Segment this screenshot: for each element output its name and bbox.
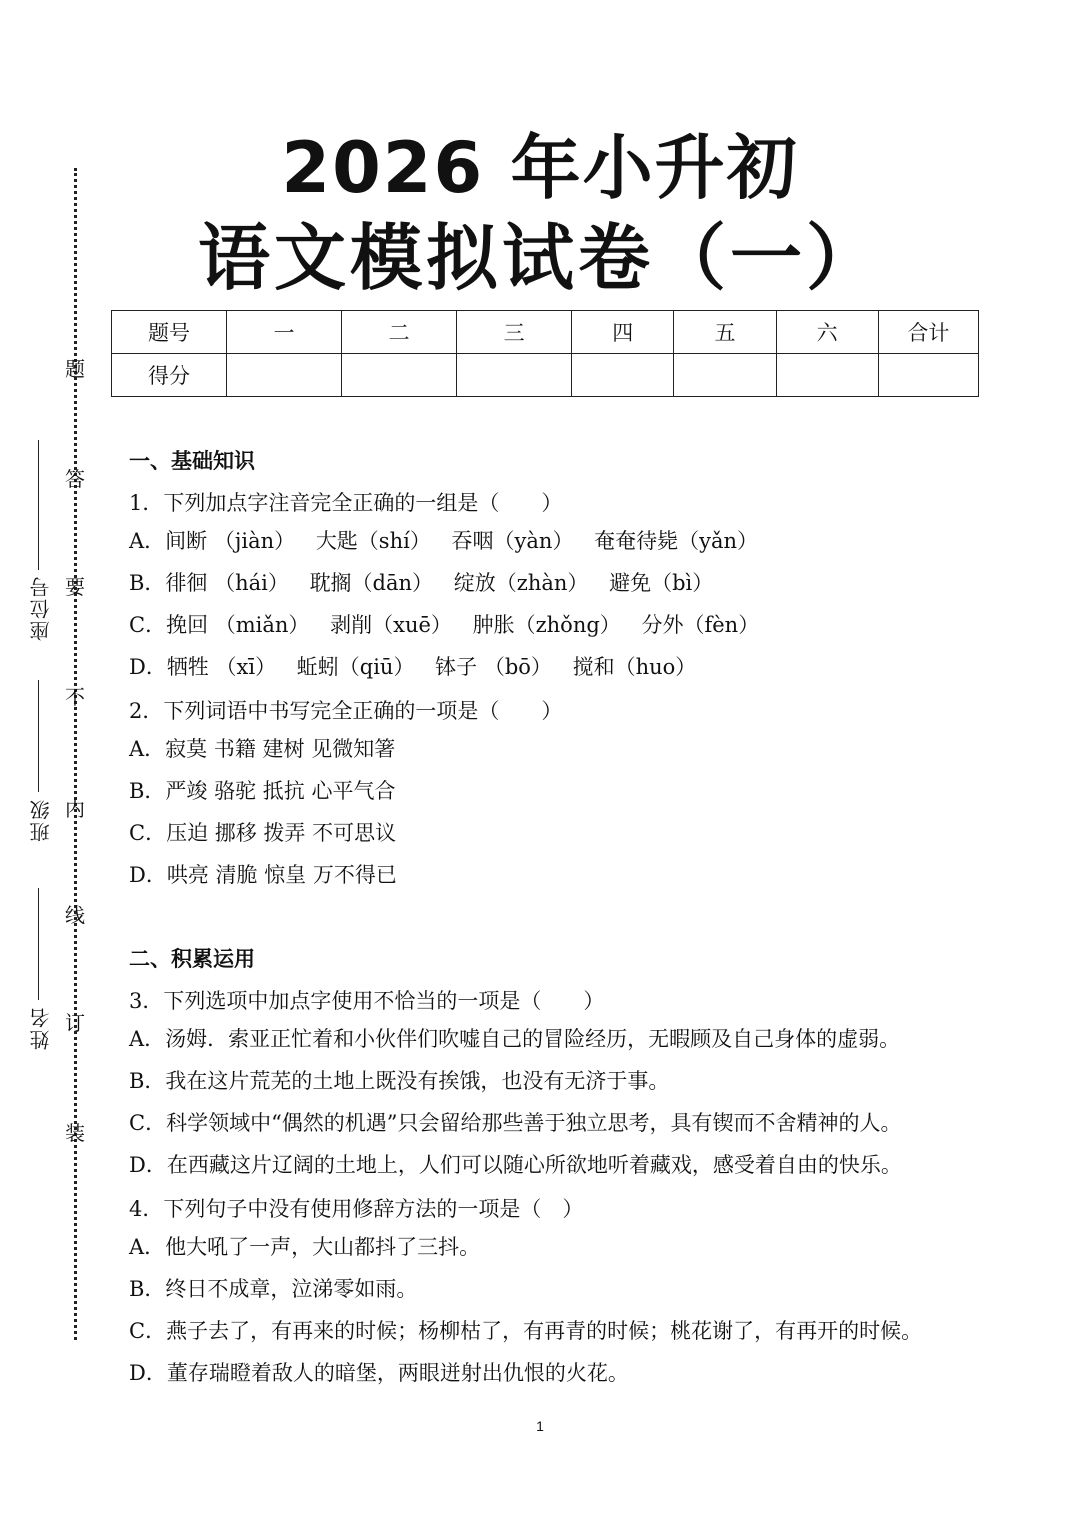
score-cell: 二: [342, 311, 457, 354]
score-input-cell[interactable]: [674, 354, 776, 397]
class-field[interactable]: [20, 680, 53, 850]
question-2-option-d: D．哄亮 清脆 惊皇 万不得已: [129, 863, 397, 887]
binding-dotted-line: [74, 168, 77, 1340]
score-cell: 五: [674, 311, 776, 354]
question-2-option-a: A．寂莫 书籍 建树 见微知箸: [129, 737, 396, 761]
seat-number-label: 座位号: [29, 575, 53, 641]
score-cell: 一: [227, 311, 342, 354]
question-4-option-d: D．董存瑞瞪着敌人的暗堡，两眼迸射出仇恨的火花。: [129, 1361, 629, 1385]
name-label: 姓名: [29, 1006, 53, 1050]
exam-title-line1: 2026 年小升初: [281, 127, 799, 209]
binding-char: 不: [65, 685, 85, 709]
binding-char: 答: [65, 467, 85, 491]
binding-char: 内: [65, 797, 85, 821]
section-heading: 一、基础知识: [129, 448, 255, 473]
seat-number-field[interactable]: [20, 440, 53, 650]
score-table-header-row: [112, 311, 979, 354]
page-number: 1: [536, 1418, 544, 1434]
name-field[interactable]: [20, 888, 53, 1058]
score-input-cell[interactable]: [227, 354, 342, 397]
score-input-cell[interactable]: [342, 354, 457, 397]
question-4-option-c: C．燕子去了，有再来的时候；杨柳枯了，有再青的时候；桃花谢了，有再开的时候。: [129, 1319, 923, 1343]
section-heading: 二、积累运用: [129, 946, 255, 971]
question-1-option-a: A．间断 （jiàn） 大匙（shí） 吞咽（yàn） 奄奄待毙（yǎn）: [129, 529, 759, 553]
score-cell: 三: [457, 311, 572, 354]
binding-char: 装: [65, 1121, 85, 1145]
question-3-stem: 3．下列选项中加点字使用不恰当的一项是（ ）: [129, 989, 605, 1013]
question-2-stem: 2．下列词语中书写完全正确的一项是（ ）: [129, 699, 563, 723]
score-table-score-row: [112, 354, 979, 397]
score-input-cell[interactable]: [572, 354, 674, 397]
score-cell: 六: [776, 311, 878, 354]
binding-char: 要: [65, 575, 85, 599]
question-2-option-c: C．压迫 挪移 拨弄 不可思议: [129, 821, 397, 845]
exam-title-line2: 语文模拟试卷（一）: [197, 216, 882, 300]
question-3-option-b: B．我在这片荒芜的土地上既没有挨饿，也没有无济于事。: [129, 1069, 670, 1093]
exam-content: [129, 446, 1029, 1394]
question-1-option-d: D．牺牲 （xī） 蚯蚓（qiū） 钵子 （bō） 搅和（huo）: [129, 655, 697, 679]
score-row-label: 得分: [112, 354, 227, 397]
question-2-option-b: B．严竣 骆驼 抵抗 心平气合: [129, 779, 396, 803]
score-table: [111, 310, 979, 397]
question-4-stem: 4．下列句子中没有使用修辞方法的一项是（ ）: [129, 1197, 584, 1221]
question-1-option-b: B．徘徊 （hái） 耽搁（dān） 绽放（zhàn） 避免（bì）: [129, 571, 714, 595]
question-4-option-b: B．终日不成章，泣涕零如雨。: [129, 1277, 418, 1301]
question-1-option-c: C．挽回 （miǎn） 剥削（xuē） 肿胀（zhǒng） 分外（fèn）: [129, 613, 760, 637]
score-cell: 四: [572, 311, 674, 354]
score-input-cell[interactable]: [457, 354, 572, 397]
question-3-option-c: C．科学领域中“偶然的机遇”只会留给那些善于独立思考，具有锲而不舍精神的人。: [129, 1111, 902, 1135]
class-label: 班级: [29, 798, 53, 842]
binding-char: 题: [65, 357, 85, 381]
score-cell: 合计: [878, 311, 978, 354]
score-input-cell[interactable]: [878, 354, 978, 397]
binding-char: 订: [65, 1011, 85, 1035]
question-1-stem: 1．下列加点字注音完全正确的一组是（ ）: [129, 491, 563, 515]
score-input-cell[interactable]: [776, 354, 878, 397]
binding-char: 线: [65, 903, 85, 927]
score-cell: 题号: [112, 311, 227, 354]
question-3-option-a: A．汤姆．索亚正忙着和小伙伴们吹嘘自己的冒险经历，无暇顾及自己身体的虚弱。: [129, 1027, 901, 1051]
question-3-option-d: D．在西藏这片辽阔的土地上，人们可以随心所欲地听着藏戏，感受着自由的快乐。: [129, 1153, 902, 1177]
question-4-option-a: A．他大吼了一声，大山都抖了三抖。: [129, 1235, 481, 1259]
